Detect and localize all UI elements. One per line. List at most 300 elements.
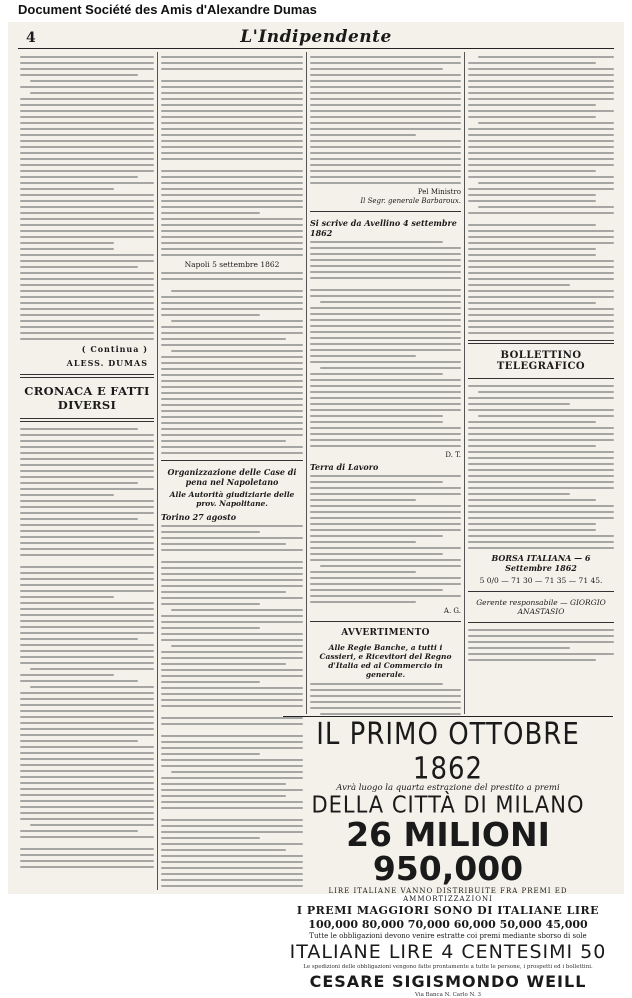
text-line — [468, 110, 614, 112]
text-line — [161, 422, 303, 424]
text-line — [310, 271, 461, 273]
text-line — [468, 302, 596, 304]
text-line — [468, 481, 614, 483]
text-line — [468, 278, 614, 280]
text-line — [20, 86, 154, 88]
text-line — [161, 549, 303, 551]
text-line — [310, 170, 461, 172]
text-line — [30, 824, 154, 826]
text-line — [20, 620, 154, 622]
text-line — [161, 356, 303, 358]
text-line — [161, 332, 303, 334]
text-line — [20, 704, 154, 706]
document-title-bar — [0, 0, 632, 22]
text-line — [20, 506, 154, 508]
text-line — [161, 434, 303, 436]
text-line — [20, 296, 154, 298]
text-line — [161, 633, 303, 635]
text-line — [20, 776, 154, 778]
torino-dateline: Torino 27 agosto — [161, 512, 237, 522]
text-line — [20, 674, 114, 676]
text-line — [310, 134, 416, 136]
text-line — [310, 158, 461, 160]
section-separator — [468, 622, 614, 623]
text-line — [20, 788, 154, 790]
text-line — [161, 206, 303, 208]
text-line — [161, 212, 260, 214]
text-line — [161, 248, 303, 250]
text-line — [310, 80, 461, 82]
telegraph-bulletin-heading: BOLLETTINO TELEGRAFICO — [496, 350, 586, 372]
notice-subheading: Alle Regie Banche, a tutti i Cassieri, e Ricevitori del Regno d'Italia ed al Commercio in generale. — [319, 643, 452, 679]
text-line — [20, 566, 154, 568]
text-line — [468, 254, 596, 256]
text-line — [310, 707, 461, 709]
text-line — [20, 434, 154, 436]
text-line — [161, 368, 303, 370]
text-line — [161, 278, 303, 280]
text-line — [20, 722, 154, 724]
text-line — [310, 86, 461, 88]
text-line — [468, 140, 614, 142]
text-line — [20, 320, 154, 322]
text-line — [161, 651, 303, 653]
text-line — [310, 116, 461, 118]
column-2 — [161, 56, 303, 890]
text-line — [20, 290, 154, 292]
text-line — [20, 698, 154, 700]
text-line — [161, 819, 303, 821]
text-line — [310, 164, 461, 166]
text-line — [20, 866, 154, 868]
text-line — [161, 567, 303, 569]
text-line — [478, 56, 614, 58]
text-line — [161, 176, 303, 178]
text-line — [161, 795, 286, 797]
text-line — [20, 692, 154, 694]
column-3 — [310, 56, 461, 716]
text-line — [310, 589, 443, 591]
text-line — [320, 367, 461, 369]
text-line — [171, 645, 303, 647]
text-line — [468, 62, 596, 64]
text-line — [20, 158, 154, 160]
text-line — [478, 182, 614, 184]
section-separator — [161, 460, 303, 461]
text-line — [468, 242, 614, 244]
text-line — [310, 92, 461, 94]
text-line — [20, 272, 154, 274]
text-line — [468, 409, 614, 411]
text-line — [310, 319, 461, 321]
continua-note: ( Continua ) — [81, 344, 148, 354]
text-line — [161, 561, 303, 563]
text-line — [30, 92, 154, 94]
bourse-heading: BORSA ITALIANA — 6 Settembre 1862 — [491, 553, 591, 573]
text-line — [161, 146, 303, 148]
text-line — [161, 104, 303, 106]
text-line — [20, 500, 154, 502]
text-line — [20, 818, 154, 820]
text-line — [20, 836, 154, 838]
text-line — [20, 152, 154, 154]
text-line — [161, 224, 303, 226]
text-line — [161, 254, 303, 256]
text-line — [161, 218, 303, 220]
text-line — [310, 689, 461, 691]
chronicle-headline: CRONACA E FATTI DIVERSI — [24, 384, 150, 412]
text-line — [161, 194, 303, 196]
text-line — [20, 710, 154, 712]
text-line — [468, 535, 614, 537]
ad-distribution-line: LIRE ITALIANE VANNO DISTRIBUITE FRA PREMI ED AMMORTIZZAZIONI — [328, 887, 568, 903]
text-line — [161, 374, 303, 376]
dateline: Napoli 5 settembre 1862 — [184, 260, 280, 269]
text-line — [468, 152, 614, 154]
ad-extraction-line: Avrà luogo la quarta estrazione del prestito a premi — [336, 783, 560, 793]
text-line — [468, 266, 614, 268]
text-line — [161, 765, 303, 767]
secretary-signature: Il Segr. generale Barbaroux. — [360, 197, 461, 205]
text-line — [161, 843, 303, 845]
text-line — [468, 523, 596, 525]
text-line — [161, 272, 303, 274]
text-line — [161, 585, 303, 587]
ad-prizes-line: I PREMI MAGGIORI SONO DI ITALIANE LIRE — [296, 904, 600, 917]
text-line — [161, 110, 303, 112]
text-line — [468, 653, 614, 655]
ad-date-line: IL PRIMO OTTOBRE 1862 — [316, 717, 580, 787]
author-initials: A. G. — [443, 607, 461, 615]
text-line — [468, 290, 614, 292]
column-4 — [468, 56, 614, 716]
ad-payment-line: Tutte le obbligazioni devono venire estratte coi premi mediante sborso di sole — [309, 932, 587, 940]
column-divider — [464, 52, 465, 714]
text-line — [20, 800, 154, 802]
text-line — [20, 122, 154, 124]
column-divider — [157, 52, 158, 890]
text-line — [468, 194, 596, 196]
prison-organization-subheading: Alle Autorità giudiziarie delle prov. Napolitane. — [169, 490, 295, 508]
text-line — [20, 746, 154, 748]
text-line — [161, 428, 303, 430]
section-separator — [310, 211, 461, 212]
text-line — [468, 629, 614, 631]
text-line — [310, 98, 461, 100]
text-line — [310, 421, 443, 423]
text-line — [310, 307, 461, 309]
text-line — [20, 812, 154, 814]
text-line — [310, 313, 461, 315]
text-line — [310, 122, 461, 124]
text-line — [310, 571, 416, 573]
text-line — [478, 391, 614, 393]
text-line — [310, 517, 461, 519]
text-line — [161, 783, 286, 785]
text-line — [171, 290, 303, 292]
text-line — [161, 747, 303, 749]
text-line — [161, 200, 303, 202]
text-line — [310, 349, 461, 351]
text-line — [20, 68, 154, 70]
text-line — [20, 458, 154, 460]
text-line — [20, 752, 154, 754]
text-line — [161, 531, 260, 533]
text-line — [161, 362, 303, 364]
text-line — [20, 98, 154, 100]
text-line — [310, 289, 461, 291]
text-line — [20, 656, 154, 658]
text-line — [468, 547, 614, 549]
text-line — [161, 230, 303, 232]
section-separator — [468, 591, 614, 592]
text-line — [310, 701, 461, 703]
text-line — [20, 302, 154, 304]
text-line — [161, 525, 303, 527]
text-line — [161, 170, 303, 172]
text-line — [310, 553, 443, 555]
text-line — [468, 641, 614, 643]
text-line — [20, 632, 154, 634]
text-line — [161, 621, 303, 623]
text-line — [20, 626, 154, 628]
text-line — [468, 170, 596, 172]
text-line — [468, 332, 614, 334]
text-line — [310, 62, 461, 64]
text-line — [20, 278, 154, 280]
text-line — [161, 122, 303, 124]
text-line — [20, 794, 154, 796]
text-line — [310, 445, 461, 447]
text-line — [161, 236, 303, 238]
document-title: Document Société des Amis d'Alexandre Dumas — [18, 2, 317, 17]
text-line — [320, 301, 461, 303]
text-line — [171, 320, 303, 322]
text-line — [161, 681, 260, 683]
text-line — [310, 110, 461, 112]
text-line — [468, 284, 570, 286]
text-line — [161, 380, 303, 382]
text-line — [20, 464, 154, 466]
text-line — [20, 482, 138, 484]
text-line — [161, 639, 303, 641]
text-line — [20, 572, 154, 574]
text-line — [20, 542, 154, 544]
masthead: L'Indipendente — [240, 27, 392, 47]
text-line — [20, 254, 154, 256]
text-line — [161, 777, 303, 779]
text-line — [20, 62, 154, 64]
text-line — [468, 439, 614, 441]
text-line — [310, 265, 461, 267]
text-line — [161, 861, 303, 863]
text-line — [20, 662, 154, 664]
text-line — [20, 140, 154, 142]
text-line — [161, 404, 303, 406]
text-line — [468, 421, 596, 423]
text-line — [310, 523, 461, 525]
text-line — [310, 379, 461, 381]
text-line — [161, 591, 286, 593]
text-line — [20, 830, 138, 832]
text-line — [161, 663, 286, 665]
terra-di-lavoro-dateline: Terra di Lavoro — [310, 462, 379, 472]
text-line — [468, 397, 614, 399]
text-line — [310, 259, 461, 261]
text-line — [20, 530, 154, 532]
text-line — [161, 693, 303, 695]
text-line — [468, 188, 614, 190]
text-line — [161, 837, 260, 839]
text-line — [161, 579, 303, 581]
text-line — [468, 517, 614, 519]
text-line — [161, 741, 303, 743]
text-line — [161, 705, 303, 707]
text-line — [161, 116, 303, 118]
text-line — [310, 529, 461, 531]
text-line — [310, 541, 416, 543]
text-line — [161, 440, 286, 442]
text-line — [20, 602, 154, 604]
text-line — [161, 392, 303, 394]
text-line — [468, 146, 614, 148]
text-line — [468, 320, 614, 322]
text-line — [20, 758, 154, 760]
text-line — [20, 554, 154, 556]
text-line — [20, 176, 138, 178]
text-line — [20, 200, 154, 202]
text-line — [468, 469, 614, 471]
text-line — [310, 104, 461, 106]
text-line — [20, 446, 154, 448]
text-line — [310, 182, 461, 184]
text-line — [310, 595, 461, 597]
text-line — [20, 806, 154, 808]
text-line — [20, 266, 138, 268]
text-line — [468, 296, 614, 298]
text-line — [161, 543, 286, 545]
text-line — [20, 728, 154, 730]
text-line — [20, 104, 154, 106]
lottery-advertisement — [283, 717, 613, 998]
text-line — [20, 212, 154, 214]
text-line — [310, 325, 461, 327]
text-line — [468, 433, 614, 435]
text-line — [310, 475, 461, 477]
text-line — [20, 146, 154, 148]
text-line — [20, 110, 154, 112]
text-line — [310, 403, 461, 405]
section-separator — [310, 621, 461, 622]
section-separator — [20, 374, 154, 378]
text-line — [20, 782, 154, 784]
text-line — [161, 56, 303, 58]
text-line — [161, 675, 303, 677]
text-line — [161, 86, 303, 88]
ad-banker-name: CESARE SIGISMONDO WEILL — [309, 972, 587, 991]
text-line — [468, 128, 614, 130]
text-line — [161, 314, 260, 316]
text-line — [161, 386, 303, 388]
text-line — [161, 717, 303, 719]
text-line — [161, 669, 303, 671]
text-line — [468, 451, 614, 453]
text-line — [468, 200, 596, 202]
text-line — [161, 152, 303, 154]
text-line — [161, 615, 303, 617]
text-line — [161, 699, 303, 701]
text-line — [161, 825, 303, 827]
text-line — [161, 128, 303, 130]
text-line — [468, 427, 614, 429]
text-line — [310, 391, 461, 393]
text-line — [161, 867, 303, 869]
text-line — [468, 92, 614, 94]
text-line — [310, 505, 461, 507]
text-line — [468, 176, 614, 178]
text-line — [468, 68, 614, 70]
text-line — [20, 74, 138, 76]
text-line — [161, 573, 303, 575]
text-line — [20, 164, 154, 166]
text-line — [468, 80, 614, 82]
text-line — [161, 182, 303, 184]
text-line — [310, 68, 443, 70]
text-line — [161, 416, 303, 418]
text-line — [161, 657, 303, 659]
text-line — [161, 92, 303, 94]
text-line — [161, 735, 303, 737]
text-line — [20, 848, 154, 850]
text-line — [468, 493, 570, 495]
avellino-dateline: Si scrive da Avellino 4 settembre 1862 — [310, 218, 457, 238]
text-line — [468, 98, 614, 100]
text-line — [310, 397, 461, 399]
text-line — [468, 314, 614, 316]
text-line — [310, 337, 461, 339]
text-line — [161, 627, 260, 629]
text-line — [468, 230, 614, 232]
text-line — [468, 505, 614, 507]
text-line — [468, 164, 614, 166]
ad-millions-line: 26 MILIONI 950,000 — [346, 815, 550, 888]
text-line — [171, 350, 303, 352]
text-line — [20, 488, 154, 490]
notice-heading: AVVERTIMENTO — [341, 628, 430, 638]
text-line — [478, 206, 614, 208]
text-line — [468, 104, 596, 106]
text-line — [468, 659, 596, 661]
text-line — [20, 338, 154, 340]
author-signature: ALESS. DUMAS — [66, 358, 148, 368]
text-line — [161, 849, 286, 851]
text-line — [171, 609, 303, 611]
text-line — [310, 277, 461, 279]
text-line — [20, 128, 154, 130]
minister-signature: Pel Ministro — [417, 188, 461, 196]
text-line — [161, 597, 303, 599]
text-line — [310, 499, 416, 501]
text-line — [20, 860, 154, 862]
text-line — [161, 885, 303, 887]
text-line — [310, 361, 461, 363]
column-divider — [306, 52, 307, 714]
text-line — [310, 577, 461, 579]
text-line — [468, 74, 614, 76]
text-line — [468, 134, 614, 136]
text-line — [468, 487, 614, 489]
text-line — [310, 427, 461, 429]
